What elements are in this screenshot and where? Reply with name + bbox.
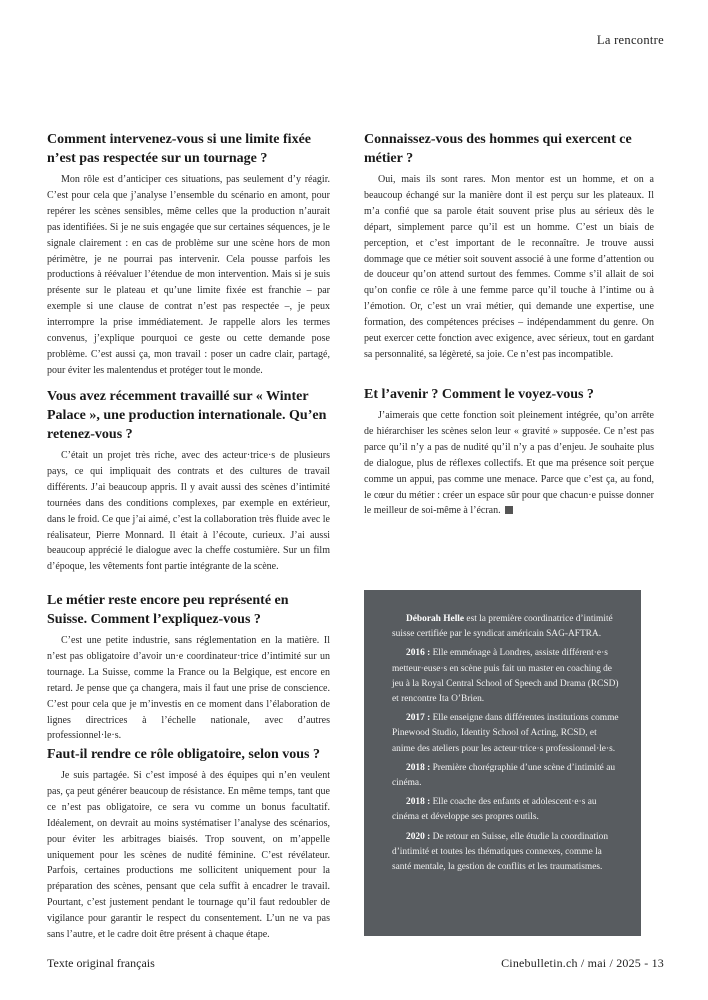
bio-entry-2018-b xyxy=(392,795,619,825)
bio-year: 2020 : xyxy=(406,831,431,842)
interview-section-mandatory xyxy=(47,745,330,943)
answer-text: Oui, mais ils sont rares. Mon mentor est un homme, et on a beaucoup échangé sur la manière dont il est perçu sur les plateaux. Il m’a confié que sa parole était souvent prise plus au sérieux dès le départ, simplement parce qu’il est un homme. C’est un biais de perception, et c’est important de le reconnaître. Je trouve aussi dommage que ce métier soit souvent associé à une forme d’attention ou de douceur qu’on attend surtout des femmes. Comme s’il allait de soi qu’on confie ce rôle à une femme parce qu’il touche à l’intime ou à l’émotion. Or, c’est un vrai métier, qui demande une expertise, une formation, des compétences précises – indépendamment du genre. On peut exercer cette fonction avec exigence, avec sérieux, tout en gardant sa personnalité, sa légèreté, sa joie. Ce n’est pas incompatible. xyxy=(364,174,654,360)
answer-body: J’aimerais que cette fonction soit pleinement intégrée, qu’on arrête de hiérarchiser les scènes selon leur « gravité » supposée. Ce n’est pas parce qu’il n’y a pas de nudité qu’il n’y a pas d’enjeu. Je souhaite plus de dialogue, plus de réflexes collectifs. Et que ma présence soit perçue comme un appui, pas comme une menace. Parce que c’est ça, au fond, le cœur du métier : créer un espace sûr pour que chacun·e puisse donner le meilleur de soi-même à l’écran. xyxy=(364,410,654,517)
bio-entry-2016 xyxy=(392,646,619,707)
question-heading: Connaissez-vous des hommes qui exercent ce métier ? xyxy=(364,132,632,166)
interview-section-switzerland xyxy=(47,591,330,744)
bio-year: 2017 : xyxy=(406,713,431,724)
bio-text: Première chorégraphie d’une scène d’intimité au cinéma. xyxy=(392,762,616,789)
answer-text: Je suis partagée. Si c’est imposé à des équipes qui n’en veulent pas, ça peut générer beaucoup de résistance. En même temps, tant que ce n’est pas obligatoire, ce sera vu comme un bonus facultatif. Idéalement, on devrait au moins systématiser l’analyse des scénarios, pour éviter les arbitrages biaisés. Trop souvent, on m’appelle uniquement pour les scènes de nudité féminine. C’est révélateur. Parfois, certaines productions me sollicitent uniquement pour la préparation des scènes, pensant que cela suffit à encadrer le travail. Pourtant, c’est justement pendant le tournage qu’il faut redoubler de vigilance pour garantir le respect du consentement. L’un ne va pas sans l’autre, et le cadre doit être présent à chaque étape. xyxy=(47,770,330,941)
bio-entry-2018-a xyxy=(392,761,619,791)
end-of-article-mark xyxy=(505,506,513,514)
interview-section-men xyxy=(364,130,654,363)
bio-sidebar xyxy=(364,590,641,936)
interview-section-limits xyxy=(47,130,330,379)
bio-text: Elle emménage à Londres, assiste différent·e·s metteur·euse·s en scène puis fait un master en coaching de jeu à la Royal Central School of Speech and Drama (RCSD) et rencontre Ita O’Brien. xyxy=(392,648,619,705)
answer-text xyxy=(364,408,654,519)
bio-intro-text: est la première coordinatrice d’intimité suisse certifiée par le syndicat américain SAG-AFTRA. xyxy=(392,614,613,640)
footer-original-language: Texte original français xyxy=(47,956,155,970)
bio-entry-2017 xyxy=(392,711,619,757)
question-heading: Faut-il rendre ce rôle obligatoire, selon vous ? xyxy=(47,747,320,762)
bio-year: 2018 : xyxy=(406,762,431,773)
section-label: La rencontre xyxy=(596,33,664,47)
bio-entry-2020 xyxy=(392,830,619,876)
question-heading: Le métier reste encore peu représenté en Suisse. Comment l’expliquez-vous ? xyxy=(47,593,289,627)
answer-text: C’était un projet très riche, avec des acteur·trice·s de plusieurs pays, ce qui impliquait des contrats et des cultures de travail différents. J’ai beaucoup appris. Il y avait aussi des scènes d’intimité tournées dans des conditions complexes, par exemple en extérieur, dans le froid. Ce que j’ai aimé, c’est la collaboration très fluide avec le réalisateur, Pierre Monnard. Il était à l’écoute, curieux. J’ai aussi beaucoup apprécié le dialogue avec la cheffe costumière. Sur un film d’époque, les vêtements font partie intégrante de la scène. xyxy=(47,450,330,573)
bio-text: Elle coache des enfants et adolescent·e·s au cinéma et développe ses propres outils. xyxy=(392,797,597,823)
bio-text: De retour en Suisse, elle étudie la coordination d’intimité et toutes les thématiques connexes, comme la santé mentale, la gestion de conflits et les traumatismes. xyxy=(392,831,609,873)
question-heading: Vous avez récemment travaillé sur « Winter Palace », une production internationale. Qu’en retenez-vous ? xyxy=(47,389,327,442)
footer-publication-info: Cinebulletin.ch / mai / 2025 - 13 xyxy=(501,956,664,970)
question-heading: Comment intervenez-vous si une limite fixée n’est pas respectée sur un tournage ? xyxy=(47,132,311,166)
question-heading: Et l’avenir ? Comment le voyez-vous ? xyxy=(364,387,594,402)
bio-name: Déborah Helle xyxy=(406,614,465,624)
bio-intro xyxy=(392,612,619,642)
bio-year: 2018 : xyxy=(406,797,431,808)
answer-text: Mon rôle est d’anticiper ces situations, pas seulement d’y réagir. C’est pour cela que j’analyse l’ensemble du scénario en amont, pour repérer les scènes sensibles, même celles que la production n’aurait pas identifiées. Si je ne suis engagée que sur certaines séquences, je le signale clairement : en cas de problème sur une scène hors de mon périmètre, je ne pourrai pas intervenir. Cela pousse parfois les productions à réévaluer l’étendue de mon intervention. Mais si je suis présente sur le plateau et qu’une limite fixée est franchie – par exemple si une clause de contrat n’est pas respectée –, je peux interrompre la prise immédiatement. Je rappelle alors les termes convenus, j’explique pourquoi ce geste ou cette demande pose problème. C’est aussi ça, mon travail : poser un cadre clair, partagé, pour éviter les malentendus et protéger tout le monde. xyxy=(47,174,330,376)
bio-year: 2016 : xyxy=(406,648,431,659)
interview-section-winter-palace xyxy=(47,387,330,575)
answer-text: C’est une petite industrie, sans réglementation en la matière. Il n’est pas obligatoire d’avoir un·e coordinateur·trice d’intimité sur un tournage. La Suisse, comme la France ou la Belgique, est encore en retard. Je pense que ça changera, mais il faut une prise de conscience. C’est pour cela que je m’investis en ce moment dans l’élaboration de lignes directrices à l’échelle nationale, avec d’autres professionnel·le·s. xyxy=(47,635,330,742)
bio-text: Elle enseigne dans différentes institutions comme Pinewood Studio, Identity School of Acting, RCSD, et anime des ateliers pour les acteur·trice·s professionnel·le·s. xyxy=(392,713,619,754)
interview-section-future xyxy=(364,385,654,519)
